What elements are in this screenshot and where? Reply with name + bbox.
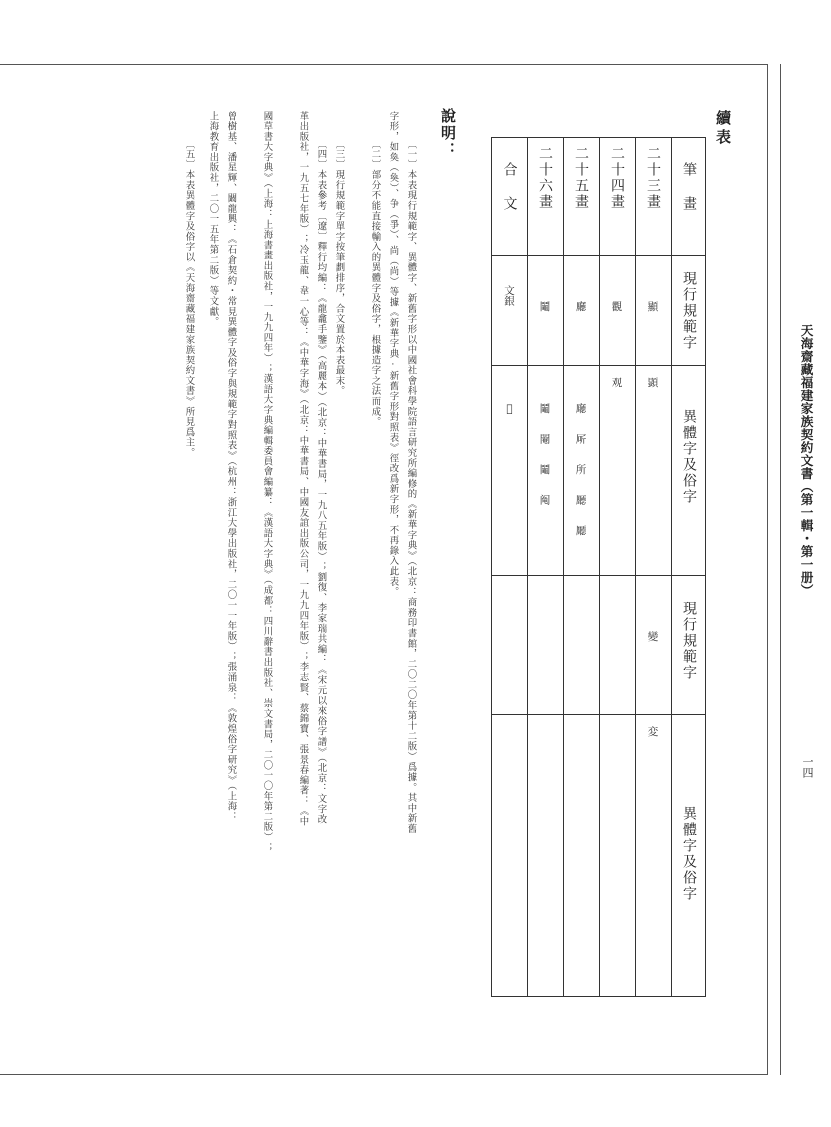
table-cell: 變	[646, 631, 659, 646]
notes-title: 說明：	[439, 108, 457, 159]
header-standard-a: 現行規範字	[681, 271, 697, 351]
table-row-strokes: 合 文	[501, 162, 518, 212]
table-cell: 𣝘	[503, 403, 516, 419]
note-line: 〔一〕本表現行規範字、異體字、新舊字形以中國社會科學院語言研究所編修的《新華字典》（北京：商務印書館，二〇二〇年第十二版）爲據。其中新舊	[405, 139, 417, 835]
table-cell	[599, 714, 635, 998]
table-cell: 顕	[646, 377, 659, 392]
note-line: 〔四〕本表參考〔遼〕釋行均編：《龍龕手鑒》（高麗本）（北京：中華書局，一九八五年版）；劉復、李家瑞共編：《宋元以來俗字譜》（北京：文字改	[315, 139, 327, 825]
note-line: 〔二〕部分不能直接輸入的異體字及俗字，根據造字之法而成。	[369, 139, 381, 428]
header-variant-a: 異體字及俗字	[681, 409, 697, 505]
table-cell: 変	[646, 726, 659, 741]
note-line: 〔五〕本表異體字及俗字以《天海齋藏福建家族契約文書》所見爲主。	[183, 139, 195, 458]
note-line: 字形，如奐（奐）、争（爭）、尚（尚）等據《新華字典·新舊字形對照表》徑改爲新字形，不再錄入此表。	[387, 111, 399, 598]
table-cell: 廳	[574, 301, 587, 316]
note-line: 曾樹基、潘星輝、闞龍興：《石倉契約・常見異體字及俗字與規範字對照表》（杭州：浙江大學出版社，二〇一一年版）；張涌泉：《敦煌俗字研究》（上海：	[225, 111, 237, 822]
table-cell: 鬮 閹 鬮 阄	[538, 403, 551, 509]
table-cell	[527, 714, 563, 998]
table-cell: 觀	[610, 301, 623, 316]
table-cell: 观	[610, 377, 623, 392]
note-line: 國草書大字典》（上海：上海書畫出版社，一九九四年）；漢語大字典編輯委員會編纂：《漢語大字典》（成都：四川辭書出版社、崇文書局，二〇一〇年第二版）；	[261, 111, 273, 853]
table-cell: 文銀	[503, 285, 515, 306]
continued-table-label: 續表	[714, 110, 732, 148]
running-title: 天海齋藏福建家族契約文書（第一輯・第一册）	[782, 320, 830, 600]
variant-character-table	[491, 137, 706, 997]
header-variant-b: 異體字及俗字	[681, 806, 697, 902]
table-row-strokes: 二十三畫	[645, 146, 661, 210]
table-row-strokes: 二十五畫	[573, 146, 589, 210]
note-line: 上海教育出版社，二〇一五年第二版）等文獻。	[207, 111, 219, 328]
table-row-strokes: 二十六畫	[537, 146, 553, 210]
table-cell	[563, 714, 599, 998]
table-row-strokes: 二十四畫	[609, 146, 625, 210]
page-number: 一四	[785, 752, 829, 782]
side-rule	[780, 64, 781, 1075]
note-line: 革出版社，一九五七年版）；冷玉龍、韋一心等：《中華字海》（北京：中華書局、中國友誼出版公司，一九九四年版）；李志賢、蔡錦寶、張景春編著：《中	[297, 111, 309, 827]
note-line: 〔三〕現行規範字單字按筆劃排序，合文置於本表最末。	[333, 139, 345, 397]
header-standard-b: 現行規範字	[681, 601, 697, 681]
table-cell: 廰 厛 所 㕔 㕔	[574, 403, 587, 540]
header-strokes: 筆 畫	[681, 162, 697, 212]
table-cell	[563, 575, 599, 714]
table-cell	[492, 575, 527, 714]
table-cell	[492, 714, 527, 998]
table-cell: 鬮	[538, 301, 551, 316]
table-cell: 顯	[646, 301, 659, 316]
table-cell	[599, 575, 635, 714]
table-cell	[527, 575, 563, 714]
